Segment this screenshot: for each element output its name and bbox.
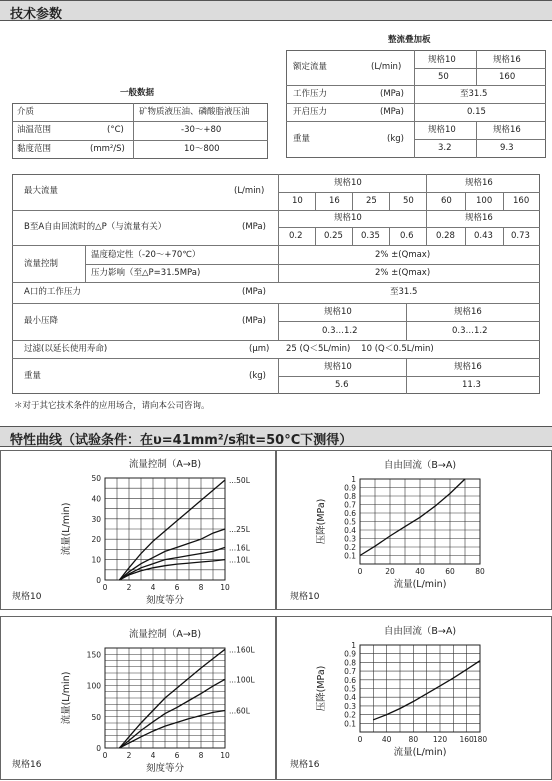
open-pressure-label: 开启压力 [293, 107, 328, 117]
max-flow-label: 最大流量 [24, 186, 59, 196]
y-tick-label: 40 [91, 494, 101, 504]
series-label-0: ...50L [229, 476, 250, 486]
chart-title: 流量控制（A→B) [128, 459, 202, 470]
y-axis-label: 压降(MPa) [316, 498, 327, 545]
valve-weight-unit: (kg) [249, 371, 266, 381]
series-line-0 [360, 479, 465, 556]
stack-plate-title: 整流叠加板 [388, 35, 431, 45]
valve-weight-16: 11.3 [462, 380, 481, 390]
open-pressure-value: 0.15 [467, 107, 486, 117]
x-axis-label: 流量(L/min) [393, 579, 447, 590]
section-header-tech [0, 0, 552, 21]
x-tick-label: 0 [102, 751, 108, 760]
series-line-2 [119, 547, 225, 580]
x-tick-label: 180 [472, 735, 488, 744]
y-tick-label: 150 [86, 650, 101, 660]
x-axis-label: 流量(L/min) [393, 747, 447, 758]
viscosity-label: 黏度范围 [17, 144, 52, 154]
y-tick-label: 1 [351, 475, 356, 484]
weight-label: 重量 [293, 134, 311, 144]
panel-label-1: 规格10 [12, 592, 42, 602]
valve-spec16-head-3: 规格16 [454, 307, 482, 317]
x-tick-label: 120 [432, 735, 448, 744]
y-tick-label: 0.5 [344, 517, 356, 527]
series-label-0: ...160L [229, 645, 255, 655]
oil-temp-value: -30～+80 [181, 125, 222, 135]
x-tick-label: 2 [126, 751, 132, 760]
spec16-head-2: 规格16 [493, 125, 521, 135]
x-tick-label: 10 [220, 583, 230, 592]
dp-10-a: 0.2 [289, 231, 303, 241]
a-port-value: 至31.5 [390, 287, 418, 297]
chart-flow-control-10 [55, 452, 275, 607]
y-tick-label: 0.1 [344, 551, 356, 561]
x-tick-label: 4 [150, 583, 156, 592]
temp-stability-label: 温度稳定性（-20～+70℃） [91, 250, 201, 260]
x-tick-label: 10 [220, 751, 230, 760]
dp-16-c: 0.73 [511, 231, 530, 241]
y-axis-label: 压降(MPa) [316, 665, 327, 712]
y-tick-label: 0.9 [344, 649, 356, 659]
section-title: 技术参数 [10, 7, 63, 22]
valve-spec10-head: 规格10 [334, 178, 362, 188]
medium-value: 矿物质液压油、磷酸脂液压油 [139, 107, 250, 117]
x-tick-label: 80 [475, 567, 485, 576]
y-tick-label: 0.7 [344, 667, 356, 677]
y-tick-label: 20 [91, 535, 101, 545]
x-tick-label: 6 [174, 583, 180, 592]
pressure-effect-label: 压力影响（至△P=31.5MPa) [91, 268, 201, 278]
valve-spec16-head-2: 规格16 [465, 213, 493, 223]
rated-flow-label: 额定流量 [293, 62, 328, 72]
dp-unit: (MPa) [242, 222, 266, 232]
spec16-head: 规格16 [493, 55, 521, 65]
rated-flow-16: 160 [499, 72, 516, 82]
x-tick-label: 20 [385, 567, 395, 576]
y-tick-label: 0.6 [344, 509, 356, 518]
series-label-2: ...60L [229, 706, 250, 716]
max-flow-unit: (L/min) [234, 186, 265, 196]
x-tick-label: 0 [357, 735, 363, 744]
min-drop-label: 最小压降 [24, 316, 59, 326]
min-drop-16: 0.3…1.2 [452, 326, 488, 336]
spec10-head-2: 规格10 [428, 125, 456, 135]
oil-temp-label: 油温范围 [17, 125, 52, 135]
work-pressure-unit: (MPa) [380, 89, 404, 99]
min-drop-10: 0.3…1.2 [322, 326, 358, 336]
y-tick-label: 0.5 [344, 684, 356, 694]
y-tick-label: 0.4 [344, 526, 356, 535]
filter-value: 25 (Q＜5L/min) 10 (Q＜0.5L/min) [286, 344, 434, 354]
series-line-0 [119, 649, 225, 748]
x-tick-label: 2 [126, 583, 132, 592]
open-pressure-unit: (MPa) [380, 107, 404, 117]
x-tick-label: 0 [357, 567, 363, 576]
y-tick-label: 10 [91, 555, 101, 565]
rated-flow-unit: (L/min) [371, 62, 402, 72]
max-flow-10-b: 16 [329, 196, 340, 206]
x-tick-label: 4 [150, 751, 156, 760]
chart-flow-control-16 [55, 620, 275, 775]
dp-label: B至A自由回流时的△P（与流量有关） [24, 222, 167, 232]
y-axis-label: 流量(L/min) [61, 671, 72, 725]
y-axis-label: 流量(L/min) [61, 502, 72, 556]
valve-spec10-head-3: 规格10 [324, 307, 352, 317]
max-flow-16-b: 100 [476, 196, 493, 206]
valve-table [12, 174, 540, 394]
footnote: ＊对于其它技术条件的应用场合，请向本公司咨询。 [14, 401, 210, 411]
y-tick-label: 30 [91, 514, 101, 524]
y-tick-label: 0.2 [344, 710, 356, 720]
y-tick-label: 0.4 [344, 693, 356, 703]
viscosity-unit: (mm²/S) [90, 144, 125, 154]
min-drop-unit: (MPa) [242, 316, 266, 326]
y-tick-label: 0.6 [344, 675, 356, 685]
chart-title: 自由回流（B→A) [383, 460, 457, 471]
y-tick-label: 50 [91, 712, 101, 722]
chart-free-return-16 [310, 620, 510, 775]
filter-label: 过滤(以延长使用寿命) [24, 344, 108, 354]
valve-spec10-head-2: 规格10 [334, 213, 362, 223]
max-flow-10-c: 25 [366, 196, 377, 206]
spec10-head: 规格10 [428, 55, 456, 65]
y-tick-label: 0.3 [344, 701, 356, 711]
x-axis-label: 刻度等分 [145, 595, 185, 606]
x-tick-label: 160 [459, 735, 474, 744]
y-tick-label: 0.9 [344, 483, 356, 493]
x-axis-label: 刻度等分 [145, 763, 185, 774]
weight-16: 9.3 [500, 143, 514, 153]
series-label-2: ...16L [229, 543, 250, 553]
panel-label-3: 规格16 [12, 760, 42, 770]
max-flow-16-a: 60 [441, 196, 452, 206]
viscosity-value: 10～800 [184, 144, 220, 154]
max-flow-16-c: 160 [513, 196, 530, 206]
work-pressure-value: 至31.5 [460, 89, 488, 99]
dp-10-c: 0.35 [361, 231, 380, 241]
dp-10-b: 0.25 [324, 231, 343, 241]
y-tick-label: 0.8 [344, 658, 356, 668]
y-tick-label: 0.7 [344, 500, 356, 510]
y-tick-label: 50 [91, 474, 101, 483]
chart-title: 自由回流（B→A) [383, 626, 457, 637]
series-label-1: ...25L [229, 525, 250, 534]
y-tick-label: 1 [351, 641, 356, 650]
work-pressure-label: 工作压力 [293, 89, 328, 99]
weight-10: 3.2 [438, 143, 452, 153]
y-tick-label: 0 [96, 576, 101, 585]
y-tick-label: 0.1 [344, 719, 356, 729]
x-tick-label: 6 [174, 751, 180, 760]
rated-flow-10: 50 [438, 72, 449, 82]
series-label-3: ...10L [229, 555, 250, 565]
panel-label-4: 规格16 [290, 760, 320, 770]
valve-weight-10: 5.6 [335, 380, 349, 390]
flow-control-label: 流量控制 [24, 259, 59, 269]
y-tick-label: 0.8 [344, 492, 356, 501]
y-tick-label: 0 [96, 744, 101, 753]
x-tick-label: 8 [198, 583, 204, 592]
panel-label-2: 规格10 [290, 592, 320, 602]
x-tick-label: 0 [102, 583, 108, 592]
chart-free-return-10 [310, 452, 510, 607]
max-flow-10-a: 10 [292, 196, 303, 206]
chart-title: 流量控制（A→B) [128, 629, 202, 640]
oil-temp-unit: (°C) [107, 125, 124, 135]
a-port-unit: (MPa) [242, 287, 266, 297]
y-tick-label: 100 [86, 681, 101, 691]
x-tick-label: 40 [415, 567, 425, 576]
temp-stability-value: 2% ±(Qmax) [375, 250, 431, 260]
weight-unit: (kg) [387, 134, 404, 144]
filter-unit: (μm) [249, 344, 270, 354]
dp-10-d: 0.6 [400, 231, 414, 241]
medium-label: 介质 [17, 107, 35, 117]
max-flow-10-d: 50 [403, 196, 414, 206]
dp-16-b: 0.43 [474, 231, 493, 241]
valve-weight-label: 重量 [24, 371, 42, 381]
general-data-title: 一般数据 [120, 88, 155, 98]
valve-spec16-head-4: 规格16 [454, 362, 482, 372]
valve-spec16-head: 规格16 [465, 178, 493, 188]
dp-16-a: 0.28 [436, 231, 455, 241]
a-port-label: A口的工作压力 [24, 287, 81, 297]
pressure-effect-value: 2% ±(Qmax) [375, 268, 431, 278]
x-tick-label: 80 [408, 735, 419, 744]
section-header-curves [0, 426, 552, 447]
curves-title: 特性曲线（试验条件：在υ=41mm²/s和t=50°C下测得） [10, 433, 353, 448]
y-tick-label: 0.2 [344, 543, 356, 552]
y-tick-label: 0.3 [344, 534, 356, 544]
x-tick-label: 8 [198, 751, 204, 760]
x-tick-label: 60 [445, 567, 455, 576]
series-label-1: ...100L [229, 675, 255, 685]
x-tick-label: 40 [381, 735, 392, 744]
valve-spec10-head-4: 规格10 [324, 362, 352, 372]
